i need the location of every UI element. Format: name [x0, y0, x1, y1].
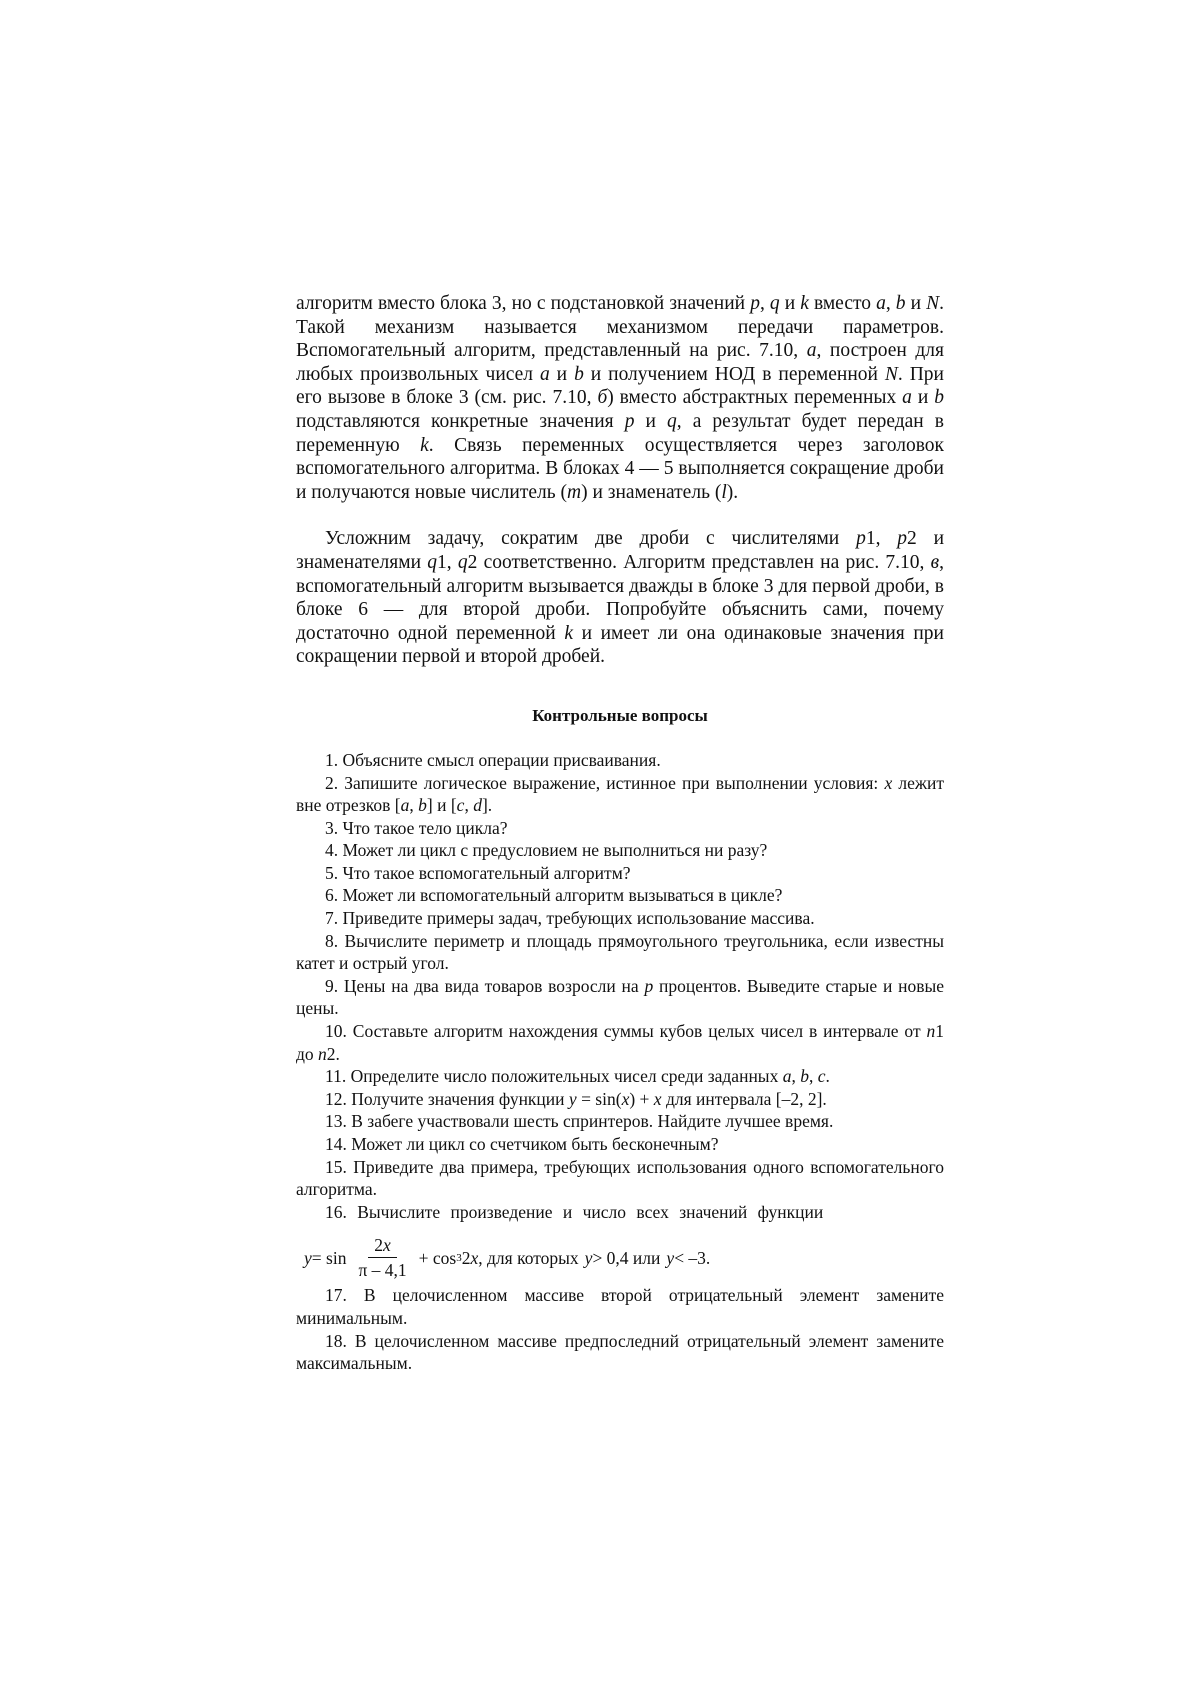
text-span: , — [885, 293, 896, 314]
variable: x — [383, 1235, 391, 1256]
text-span: ) + — [629, 1088, 654, 1109]
variable: a — [782, 1066, 792, 1087]
text-span: лежит вне отрезков [ — [296, 772, 944, 816]
variable: a — [902, 387, 912, 409]
text-span: алгоритм вместо блока 3, но с подстановкой значений — [296, 293, 751, 314]
fraction-denominator: π – 4,1 — [358, 1260, 407, 1281]
text-span: , — [464, 795, 474, 816]
question-item: 3. Что такое тело цикла? — [325, 817, 508, 838]
paragraph-two-fractions — [296, 527, 944, 669]
formula-text: 2 — [461, 1247, 471, 1268]
text-span: для интервала [–2, 2]. — [661, 1088, 827, 1109]
question-item: 1. Объясните смысл операции присваивания. — [325, 749, 661, 770]
variable: p — [856, 528, 866, 550]
question-item: 7. Приведите примеры задач, требующих использование массива. — [325, 908, 815, 929]
text-span: Усложним задачу, сократим две дроби с числителями — [325, 528, 857, 550]
variable: p — [750, 293, 760, 314]
variable: y — [304, 1247, 312, 1268]
text-span: 10. Составьте алгоритм нахождения суммы кубов целых чисел в интервале от — [325, 1021, 927, 1042]
text-span: и — [634, 410, 668, 432]
variable: k — [420, 434, 429, 456]
variable: b — [418, 795, 427, 816]
variable: в — [930, 551, 940, 573]
text-span: ] и [ — [426, 795, 457, 816]
variable: y — [584, 1247, 593, 1268]
variable: N — [884, 363, 898, 385]
formula-text: > 0,4 или — [592, 1247, 661, 1268]
variable: a — [539, 363, 550, 385]
exponent: 3 — [456, 1251, 462, 1264]
variable: p — [644, 975, 654, 996]
text-span: 2 соответственно. Алгоритм представлен на рис. 7.10, — [467, 551, 931, 573]
variable: x — [470, 1247, 479, 1268]
text-span: . При его вызове в блоке 3 (см. рис. 7.10, — [296, 363, 944, 409]
variable: m — [567, 481, 582, 503]
variable: b — [574, 363, 584, 385]
text-span: и — [779, 293, 801, 314]
formula-text: 2 — [374, 1235, 384, 1256]
text-span: ) и знаменатель ( — [581, 481, 722, 503]
text-span: 2 и знаменателями — [296, 528, 945, 573]
question-item: 5. Что такое вспомогательный алгоритм? — [325, 862, 631, 883]
variable: x — [621, 1088, 630, 1109]
question-item — [296, 772, 944, 817]
text-span: и — [911, 387, 935, 409]
questions-list — [296, 749, 944, 1375]
text-span: процентов. Выведите старые и новые цены. — [296, 975, 944, 1019]
text-span: . Связь переменных осуществляется через заголовок вспомогательного алгоритма. В блоках 4 — 5 выполняется сокращение дроби и получаются новые числитель ( — [296, 434, 945, 503]
variable: y — [568, 1088, 577, 1109]
question-item: 15. Приведите два примера, требующих использования одного вспомогательного алгоритма. — [296, 1156, 944, 1200]
text-span: 1, — [865, 528, 898, 550]
variable: x — [653, 1088, 662, 1109]
variable: p — [624, 410, 635, 432]
text-span: = sin( — [576, 1088, 622, 1109]
text-span: , а результат будет передан в переменную — [296, 410, 944, 456]
question-item: 6. Может ли вспомогательный алгоритм вызываться в цикле? — [325, 885, 783, 906]
text-span: ]. — [481, 795, 493, 816]
text-span: , вспомогательный алгоритм вызывается дважды в блоке 3 для первой дроби, в блоке 6 — для второй дроби. Попробуйте объяснить сами, почему достаточно одной переменной — [296, 551, 945, 644]
text-span: . — [825, 1066, 830, 1087]
text-span: , — [791, 1066, 801, 1087]
text-span: и имеет ли она одинаковые значения при сокращении первой и второй дробей. — [296, 622, 944, 668]
variable: a — [876, 293, 886, 314]
text-span: 12. Получите значения функции — [325, 1088, 569, 1109]
question-item: 14. Может ли цикл со счетчиком быть бесконечным? — [325, 1134, 719, 1154]
variable: q — [667, 410, 677, 432]
question-item: 17. В целочисленном массиве второй отрицательный элемент замените минимальным. — [296, 1285, 944, 1328]
variable: а — [806, 340, 817, 362]
variable: n — [318, 1043, 327, 1064]
variable: q — [427, 551, 438, 573]
fraction — [352, 1235, 412, 1280]
question-item: 4. Может ли цикл с предусловием не выполниться ни разу? — [325, 840, 768, 861]
variable: q — [457, 551, 468, 573]
formula-question-16 — [304, 1235, 944, 1280]
formula-text: , для которых — [478, 1247, 579, 1268]
text-span: ) вместо абстрактных переменных — [607, 387, 903, 409]
formula-text: = sin — [311, 1247, 347, 1268]
text-span: , — [409, 795, 419, 816]
text-span: 2. Запишите логическое выражение, истинное при выполнении условия: — [325, 772, 885, 793]
text-span: ). — [726, 481, 739, 503]
variable: б — [597, 387, 608, 409]
text-span: , построен для любых произвольных чисел — [296, 340, 944, 385]
variable: q — [769, 293, 780, 314]
question-item: 8. Вычислите периметр и площадь прямоугольного треугольника, если известны катет и острый угол. — [296, 930, 944, 974]
variable: c — [817, 1066, 826, 1087]
question-item — [296, 1088, 944, 1111]
formula-text: + cos — [418, 1247, 457, 1268]
text-span: 1, — [437, 551, 458, 573]
text-span: 11. Определите число положительных чисел среди заданных — [325, 1066, 783, 1087]
variable: a — [400, 795, 410, 816]
question-item: 13. В забеге участвовали шесть спринтеров. Найдите лучшее время. — [325, 1111, 834, 1132]
text-span: вместо — [808, 293, 877, 314]
text-span: 1 до — [296, 1021, 944, 1064]
question-item — [296, 975, 944, 1020]
page-content — [296, 292, 944, 1375]
text-span: 2. — [326, 1043, 340, 1064]
question-item — [296, 1020, 944, 1065]
variable: p — [897, 528, 908, 550]
variable: b — [800, 1066, 809, 1087]
variable: x — [884, 772, 893, 793]
question-item: 16. Вычислите произведение и число всех значений функции — [325, 1201, 824, 1222]
paragraph-parameter-passing — [296, 292, 944, 504]
question-item: 18. В целочисленном массиве предпоследний отрицательный элемент замените максимальным. — [296, 1330, 944, 1374]
variable: l — [721, 481, 727, 503]
variable: k — [564, 622, 573, 644]
variable: k — [800, 293, 809, 314]
text-span: и — [549, 363, 575, 385]
question-item — [296, 1065, 944, 1088]
formula-text: < –3. — [674, 1247, 711, 1268]
text-span: и — [905, 293, 927, 314]
fraction-numerator — [368, 1235, 397, 1258]
variable: b — [934, 387, 944, 409]
variable: N — [926, 293, 940, 314]
variable: y — [666, 1247, 675, 1268]
text-span: , — [759, 293, 770, 314]
text-span: . Такой механизм называется механизмом передачи параметров. Вспомогательный алгоритм, представленный на рис. 7.10, — [296, 293, 945, 362]
text-span: , — [808, 1066, 818, 1087]
variable: c — [456, 795, 465, 816]
text-span: подставляются конкретные значения — [296, 410, 625, 432]
variable: n — [926, 1021, 936, 1042]
variable: b — [895, 293, 906, 314]
text-span: и получением НОД в переменной — [583, 363, 885, 385]
text-span: 9. Цены на два вида товаров возросли на — [325, 975, 645, 996]
section-heading: Контрольные вопросы — [532, 705, 708, 725]
variable: d — [473, 795, 482, 816]
